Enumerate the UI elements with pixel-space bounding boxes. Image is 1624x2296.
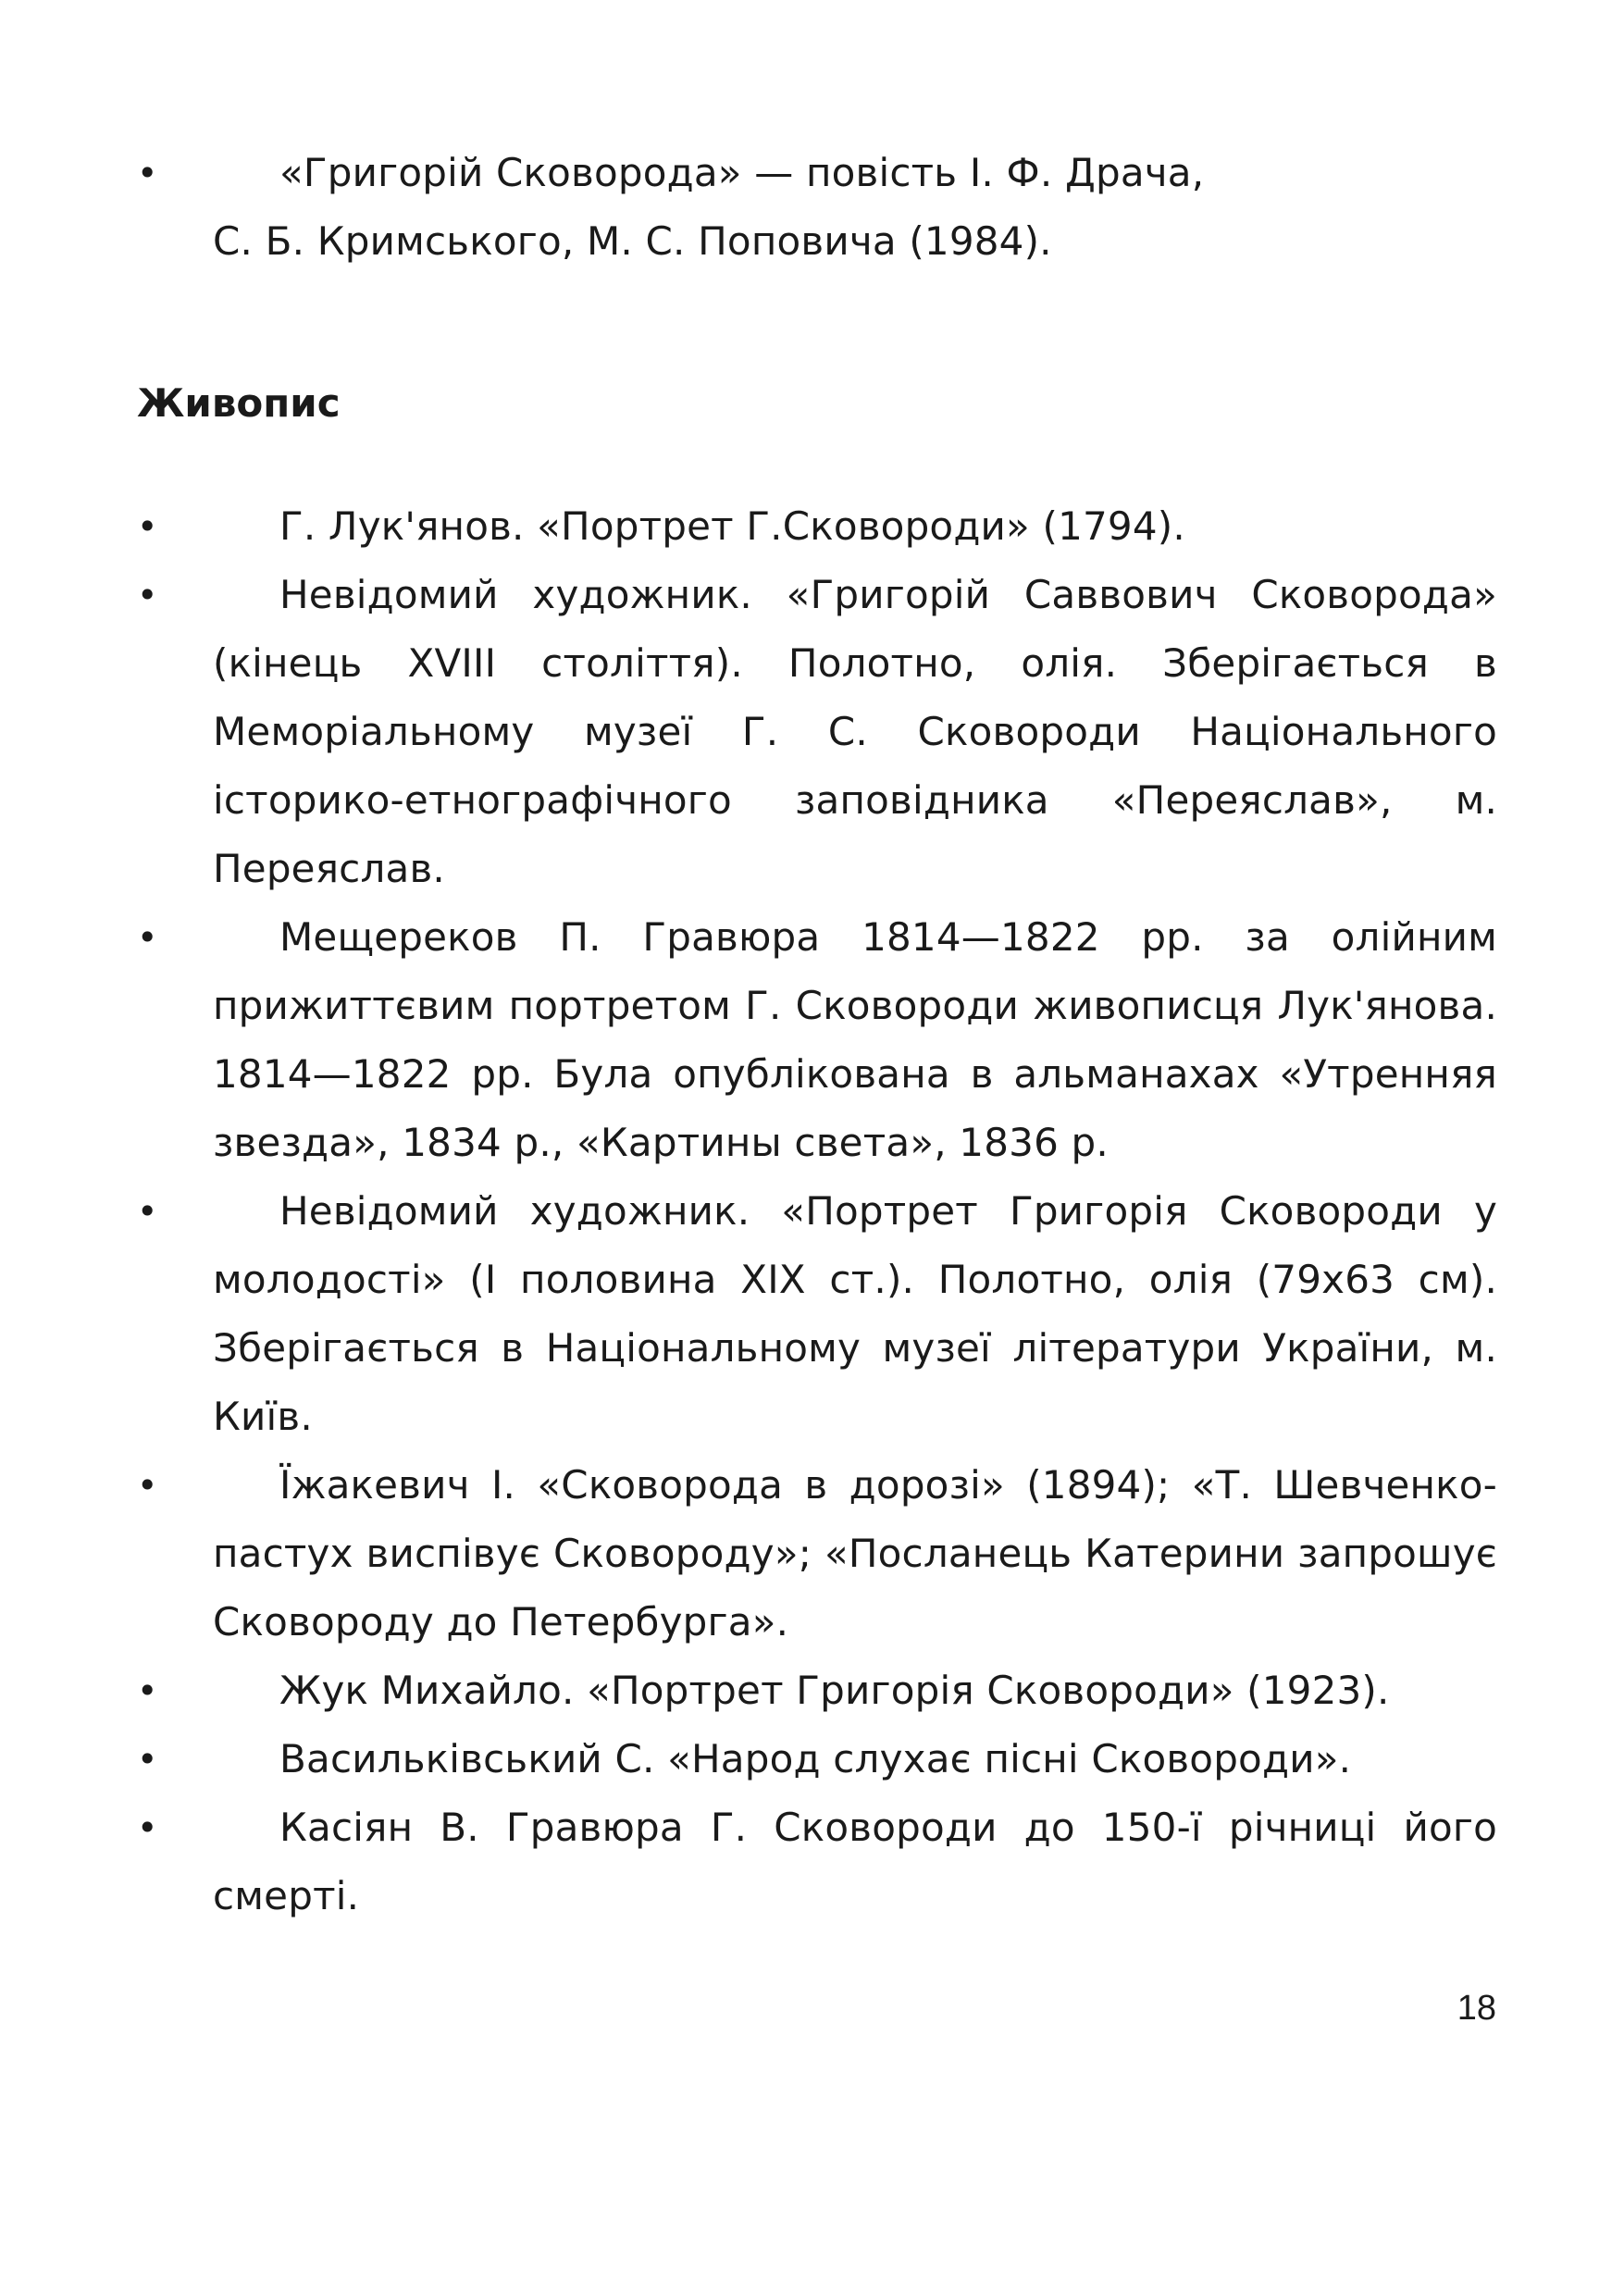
list-item-text: Невідомий художник. «Григорій Саввович Сковорода» (кінець XVIII століття). Полотно, олія. Зберігається в Меморіальному музеї Г. С. Сковороди Національного історико-етнографічного заповідника «Переяслав», м. Переяслав. [213, 572, 1497, 891]
list-item-text: Г. Лук'янов. «Портрет Г.Сковороди» (1794). [279, 503, 1185, 549]
list-item-text: Невідомий художник. «Портрет Григорія Сковороди у молодості» (І половина XIX ст.). Полотно, олія (79х63 см). Зберігається в Національному музеї літератури України, м. Київ. [213, 1188, 1497, 1439]
page-number: 18 [1457, 1989, 1496, 2028]
list-item-text: Їжакевич І. «Сковорода в дорозі» (1894); «Т. Шевченко-пастух виспівує Сковороду»; «Посланець Катерини запрошує Сковороду до Петербурга». [213, 1462, 1497, 1644]
list-item-text-line2: С. Б. Кримського, М. С. Поповича (1984). [213, 218, 1052, 264]
list-item-text-line1: «Григорій Сковорода» — повість І. Ф. Драча, [279, 150, 1205, 195]
bullet-icon: • [137, 1670, 158, 1711]
bullet-icon: • [137, 1465, 158, 1506]
bullet-icon: • [137, 1807, 158, 1848]
list-item [137, 139, 1497, 278]
list-item-text: Касіян В. Гравюра Г. Сковороди до 150-ї річниці його смерті. [213, 1805, 1497, 1918]
section-heading: Живопис [137, 380, 341, 426]
list-item-text: Жук Михайло. «Портрет Григорія Сковороди» (1923). [279, 1668, 1390, 1713]
list-item-text: Васильківський С. «Народ слухає пісні Сковороди». [279, 1736, 1352, 1781]
bullet-icon: • [137, 153, 158, 193]
bullet-icon: • [137, 506, 158, 547]
list-item-text: Мещереков П. Гравюра 1814—1822 рр. за олійним прижиттєвим портретом Г. Сковороди живописця Лук'янова. 1814—1822 рр. Була опублікована в альманахах «Утренняя звезда», 1834 р., «Картины света», 1836 р. [213, 914, 1497, 1165]
bullet-icon: • [137, 575, 158, 615]
bullet-icon: • [137, 917, 158, 958]
bullet-icon: • [137, 1191, 158, 1232]
bullet-icon: • [137, 1739, 158, 1780]
